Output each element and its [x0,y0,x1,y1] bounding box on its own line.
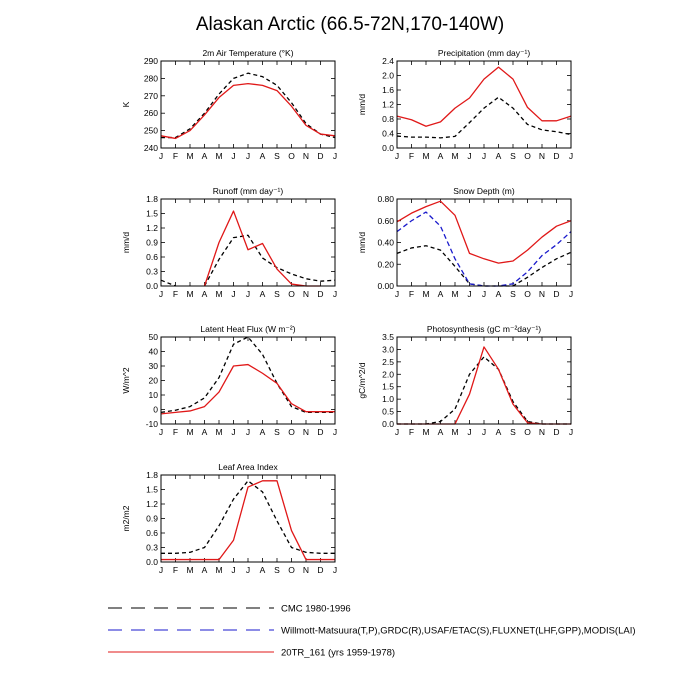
y-tick-label: 1.8 [146,470,158,480]
y-tick-label: 0 [153,404,158,415]
x-tick-label: J [568,151,574,161]
y-tick-label: 3.0 [382,344,394,355]
plot-frame [161,199,335,286]
panel-title: Photosynthesis (gC m⁻²day⁻¹) [426,324,542,334]
x-tick-label: S [510,151,516,161]
x-tick-label: M [422,151,430,161]
x-tick-label: A [201,151,208,161]
y-tick-label: 1.2 [382,99,394,110]
y-axis-label: mm/d [357,93,367,116]
x-tick-label: J [467,427,472,437]
series-line-cmc [397,97,571,138]
x-tick-label: J [394,427,400,437]
y-tick-label: -10 [145,419,158,429]
x-tick-label: D [317,427,324,437]
y-tick-label: 1.2 [146,499,158,509]
x-tick-label: S [274,565,280,575]
x-tick-label: N [302,565,310,575]
x-tick-label: N [302,289,310,299]
x-tick-label: J [158,151,164,161]
x-tick-label: J [481,151,487,161]
y-tick-label: 1.5 [146,484,158,495]
panel-title: Precipitation (mm day⁻¹) [437,48,531,58]
x-tick-label: A [201,427,208,437]
x-tick-label: O [288,151,295,161]
x-tick-label: J [245,565,251,575]
x-tick-label: J [231,151,236,161]
y-tick-label: 1.0 [382,394,394,405]
x-tick-label: F [408,289,415,299]
series-line-cmc [161,337,335,412]
x-tick-label: A [437,289,444,299]
x-tick-label: A [495,427,502,437]
y-tick-label: 20 [148,375,158,386]
y-tick-label: 1.6 [382,85,394,95]
x-tick-label: J [158,289,164,299]
x-tick-label: A [259,427,266,437]
plot-frame [397,337,571,424]
y-tick-label: 0.8 [382,114,394,124]
y-tick-label: 50 [148,332,158,342]
y-tick-label: 290 [143,56,158,66]
series-line-obs [397,212,571,286]
series-line-cmc [161,73,335,137]
figure-title: Alaskan Arctic (66.5-72N,170-140W) [195,14,505,35]
legend [108,604,636,659]
y-tick-label: 0.0 [146,557,158,567]
x-tick-label: F [172,427,179,437]
x-tick-label: S [510,427,516,437]
y-axis-label: K [121,101,131,108]
x-tick-label: J [231,427,236,437]
x-tick-label: J [245,427,251,437]
y-tick-label: 30 [148,361,158,371]
x-tick-label: A [259,289,266,299]
x-tick-label: F [408,151,415,161]
y-tick-label: 0.0 [146,281,158,291]
x-tick-label: J [467,151,472,161]
y-tick-label: 3.5 [382,332,394,342]
y-tick-label: 0.80 [377,194,394,204]
x-tick-label: J [568,427,574,437]
x-tick-label: J [245,151,251,161]
plot-frame [397,199,571,286]
x-tick-label: M [215,427,223,437]
x-tick-label: M [186,289,194,299]
x-tick-label: D [317,289,324,299]
panel-lhf [121,324,337,437]
plot-frame [397,61,571,148]
x-tick-label: J [394,151,400,161]
x-tick-label: O [524,427,531,437]
x-tick-label: J [332,427,338,437]
x-tick-label: J [467,289,472,299]
y-tick-label: 0.3 [146,266,158,277]
y-tick-label: 40 [148,346,158,357]
x-tick-label: A [259,151,266,161]
x-tick-label: J [231,289,236,299]
x-tick-label: S [510,289,516,299]
y-axis-label: gC/m^2/d [357,362,367,399]
y-tick-label: 1.5 [382,381,394,392]
x-tick-label: D [553,289,560,299]
panel-title: Leaf Area Index [218,462,278,472]
x-tick-label: O [524,151,531,161]
panel-snow [357,186,573,299]
x-tick-label: M [186,427,194,437]
x-tick-label: D [317,565,324,575]
series-line-model [397,67,571,126]
y-tick-label: 0.60 [377,215,394,226]
x-tick-label: F [172,565,179,575]
x-tick-label: M [215,289,223,299]
x-tick-label: M [215,565,223,575]
series-line-model [161,481,335,560]
x-tick-label: S [274,427,280,437]
y-tick-label: 0.5 [382,406,394,417]
x-tick-label: D [553,151,560,161]
y-tick-label: 0.0 [382,419,394,429]
y-tick-label: 0.9 [146,513,158,524]
x-tick-label: M [451,151,459,161]
x-tick-label: S [274,289,280,299]
x-tick-label: N [302,151,310,161]
y-tick-label: 0.0 [382,143,394,153]
y-tick-label: 0.20 [377,259,394,270]
panel-t2m [121,48,337,161]
y-tick-label: 260 [143,108,158,119]
x-tick-label: J [481,427,487,437]
y-tick-label: 0.00 [377,281,394,291]
y-axis-label: mm/d [357,231,367,254]
series-line-cmc [161,481,335,554]
x-tick-label: J [394,289,400,299]
panel-lai [121,462,337,575]
x-tick-label: J [158,427,164,437]
y-tick-label: 0.6 [146,528,158,538]
x-tick-label: N [538,427,546,437]
x-tick-label: A [259,565,266,575]
y-tick-label: 0.40 [377,237,394,248]
y-tick-label: 0.6 [146,252,158,262]
x-tick-label: S [274,151,280,161]
series-line-model [161,365,335,414]
x-tick-label: M [215,151,223,161]
panel-gpp [357,324,573,437]
series-line-model [205,211,321,286]
y-tick-label: 1.2 [146,223,158,233]
x-tick-label: A [201,565,208,575]
x-tick-label: F [408,427,415,437]
y-tick-label: 0.3 [146,542,158,553]
plot-frame [161,61,335,148]
series-line-cmc [161,235,335,286]
y-axis-label: W/m^2 [121,367,131,394]
x-tick-label: J [332,151,338,161]
panel-precip [357,48,573,161]
x-tick-label: A [201,289,208,299]
panels [121,48,573,575]
y-tick-label: 0.4 [382,128,394,139]
y-axis-label: mm/d [121,231,131,254]
panel-title: Latent Heat Flux (W m⁻²) [200,324,296,334]
x-tick-label: A [437,427,444,437]
y-tick-label: 250 [143,125,158,136]
legend-label-obs: Willmott-Matsuura(T,P),GRDC(R),USAF/ETAC(S),FLUXNET(LHF,GPP),MODIS(LAI) [281,625,636,637]
x-tick-label: A [437,151,444,161]
series-line-model [397,347,571,424]
y-tick-label: 1.8 [146,194,158,204]
legend-label-model: 20TR_161 (yrs 1959-1978) [281,647,396,659]
x-tick-label: D [317,151,324,161]
x-tick-label: M [451,289,459,299]
x-tick-label: M [422,289,430,299]
panel-runoff [121,186,337,299]
panel-title: Runoff (mm day⁻¹) [212,186,284,196]
panel-title: Snow Depth (m) [453,186,515,196]
y-tick-label: 280 [143,73,158,84]
x-tick-label: M [422,427,430,437]
series-line-model [397,201,571,263]
x-tick-label: F [172,151,179,161]
y-axis-label: m2/m2 [121,505,131,532]
x-tick-label: D [553,427,560,437]
y-tick-label: 240 [143,143,158,153]
x-tick-label: N [302,427,310,437]
x-tick-label: N [538,151,546,161]
x-tick-label: A [495,151,502,161]
x-tick-label: M [186,151,194,161]
x-tick-label: O [288,289,295,299]
x-tick-label: N [538,289,546,299]
x-tick-label: J [231,565,236,575]
x-tick-label: A [495,289,502,299]
x-tick-label: J [158,565,164,575]
x-tick-label: M [186,565,194,575]
x-tick-label: J [481,289,487,299]
y-tick-label: 10 [148,390,158,400]
x-tick-label: M [451,427,459,437]
y-tick-label: 2.0 [382,369,394,380]
series-line-cmc [397,357,571,424]
x-tick-label: J [332,289,338,299]
x-tick-label: F [172,289,179,299]
panel-title: 2m Air Temperature (°K) [202,48,294,58]
x-tick-label: J [332,565,338,575]
x-tick-label: O [288,427,295,437]
y-tick-label: 2.4 [382,56,394,66]
y-tick-label: 1.5 [146,208,158,219]
x-tick-label: J [245,289,251,299]
x-tick-label: O [288,565,295,575]
legend-label-cmc: CMC 1980-1996 [281,603,351,615]
x-tick-label: J [568,289,574,299]
series-line-cmc [397,246,571,286]
y-tick-label: 2.5 [382,356,394,367]
y-tick-label: 0.9 [146,237,158,248]
y-tick-label: 2.0 [382,70,394,81]
y-tick-label: 270 [143,90,158,101]
x-tick-label: O [524,289,531,299]
